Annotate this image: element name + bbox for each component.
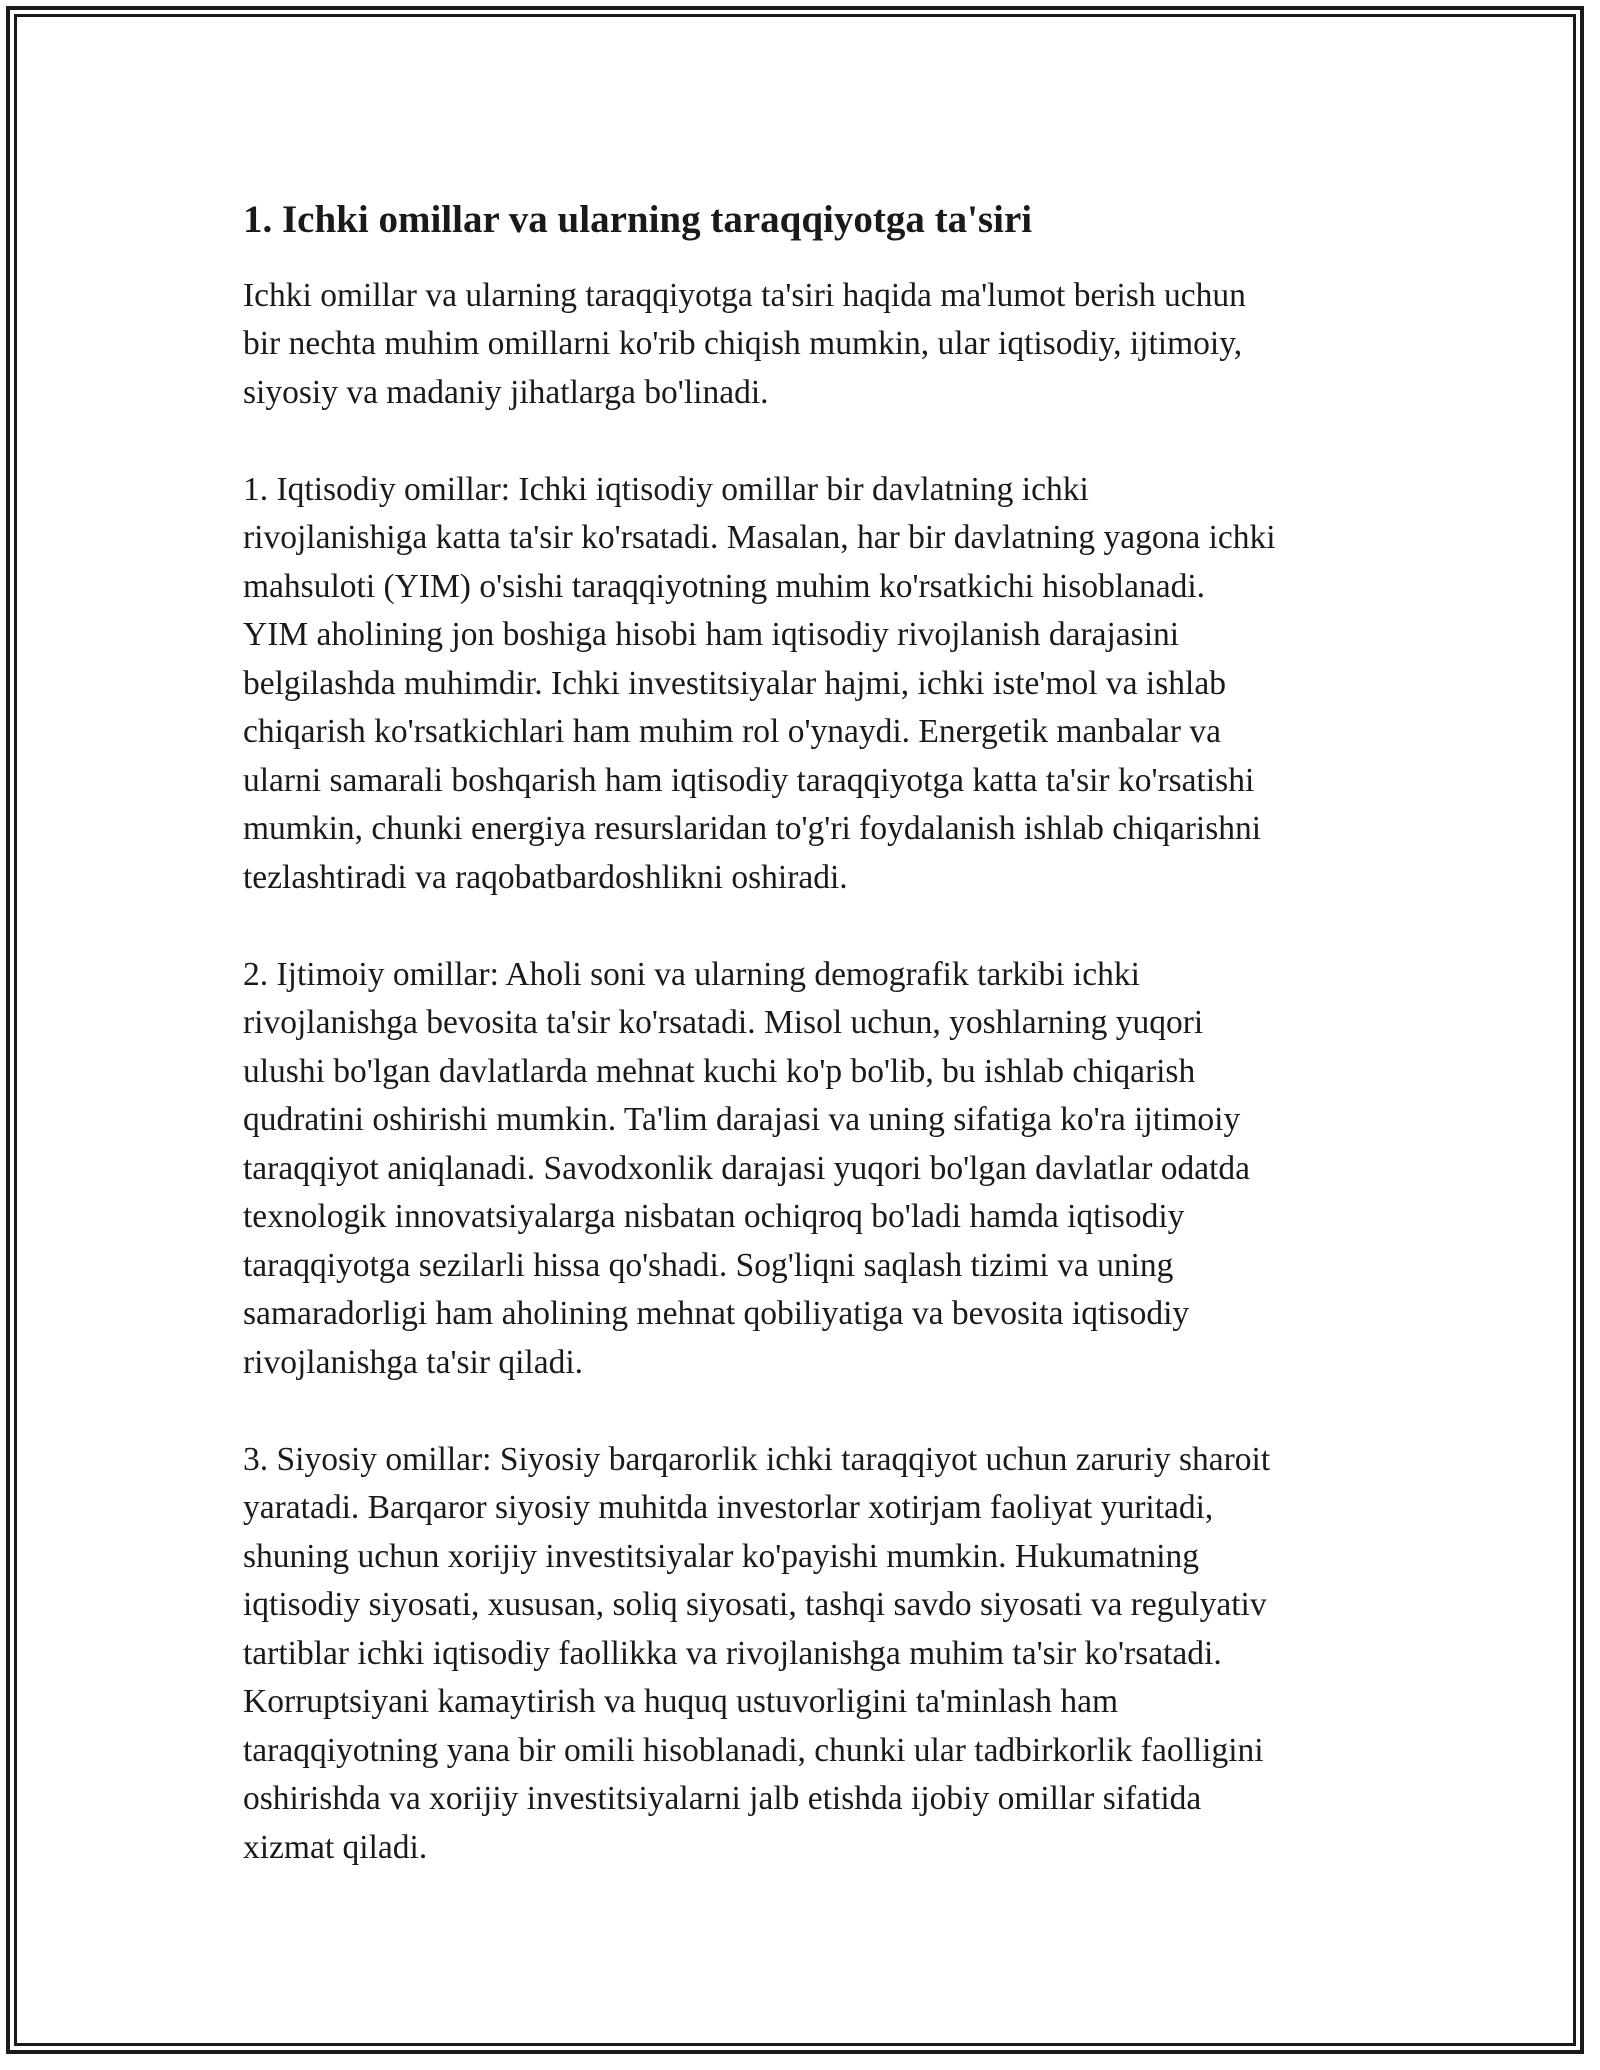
political-factors-paragraph: 3. Siyosiy omillar: Siyosiy barqarorlik ichki taraqqiyot uchun zaruriy sharoit yaratadi. Barqaror siyosiy muhitda investorlar xotirjam faoliyat yuritadi, shuning uchun xorijiy investitsiyalar ko'payishi mumkin. Hukumatning iqtisodiy siyosati, xususan, soliq siyosati, tashqi savdo siyosati va regulyativ tartiblar ichki iqtisodiy faollikka va rivojlanishga muhim ta'sir ko'rsatadi. Korruptsiyani kamaytirish va huquq ustuvorligini ta'minlash ham taraqqiyotning yana bir omili hisoblanadi, chunki ular tadbirkorlik faolligini oshirishda va xorijiy investitsiyalarni jalb etishda ijobiy omillar sifatida xizmat qiladi.	[243, 1440, 1271, 1866]
document-body	[243, 195, 1403, 1921]
page-border-inner	[14, 14, 1576, 2046]
economic-factors-paragraph: 1. Iqtisodiy omillar: Ichki iqtisodiy omillar bir davlatning ichki rivojlanishiga katta ta'sir ko'rsatadi. Masalan, har bir davlatning yagona ichki mahsuloti (YIM) o'sishi taraqqiyotning muhim ko'rsatkichi hisoblanadi. YIM aholining jon boshiga hisobi ham iqtisodiy rivojlanish darajasini belgilashda muhimdir. Ichki investitsiyalar hajmi, ichki iste'mol va ishlab chiqarish ko'rsatkichlari ham muhim rol o'ynaydi. Energetik manbalar va ularni samarali boshqarish ham iqtisodiy taraqqiyotga katta ta'sir ko'rsatishi mumkin, chunki energiya resurslaridan to'g'ri foydalanish ishlab chiqarishni tezlashtiradi va raqobatbardoshlikni oshiradi.	[243, 470, 1276, 896]
intro-paragraph: Ichki omillar va ularning taraqqiyotga ta'siri haqida ma'lumot berish uchun bir nechta muhim omillarni ko'rib chiqish mumkin, ular iqtisodiy, ijtimoiy, siyosiy va madaniy jihatlarga bo'linadi.	[243, 276, 1246, 411]
page-border	[6, 6, 1584, 2054]
social-factors-paragraph: 2. Ijtimoiy omillar: Aholi soni va ularning demografik tarkibi ichki rivojlanishga bevosita ta'sir ko'rsatadi. Misol uchun, yoshlarning yuqori ulushi bo'lgan davlatlarda mehnat kuchi ko'p bo'lib, bu ishlab chiqarish qudratini oshirishi mumkin. Ta'lim darajasi va uning sifatiga ko'ra ijtimoiy taraqqiyot aniqlanadi. Savodxonlik darajasi yuqori bo'lgan davlatlar odatda texnologik innovatsiyalarga nisbatan ochiqroq bo'ladi hamda iqtisodiy taraqqiyotga sezilarli hissa qo'shadi. Sog'liqni saqlash tizimi va uning samaradorligi ham aholining mehnat qobiliyatiga va bevosita iqtisodiy rivojlanishga ta'sir qiladi.	[243, 955, 1251, 1381]
document-title: 1. Ichki omillar va ularning taraqqiyotga ta'siri	[243, 198, 1033, 241]
